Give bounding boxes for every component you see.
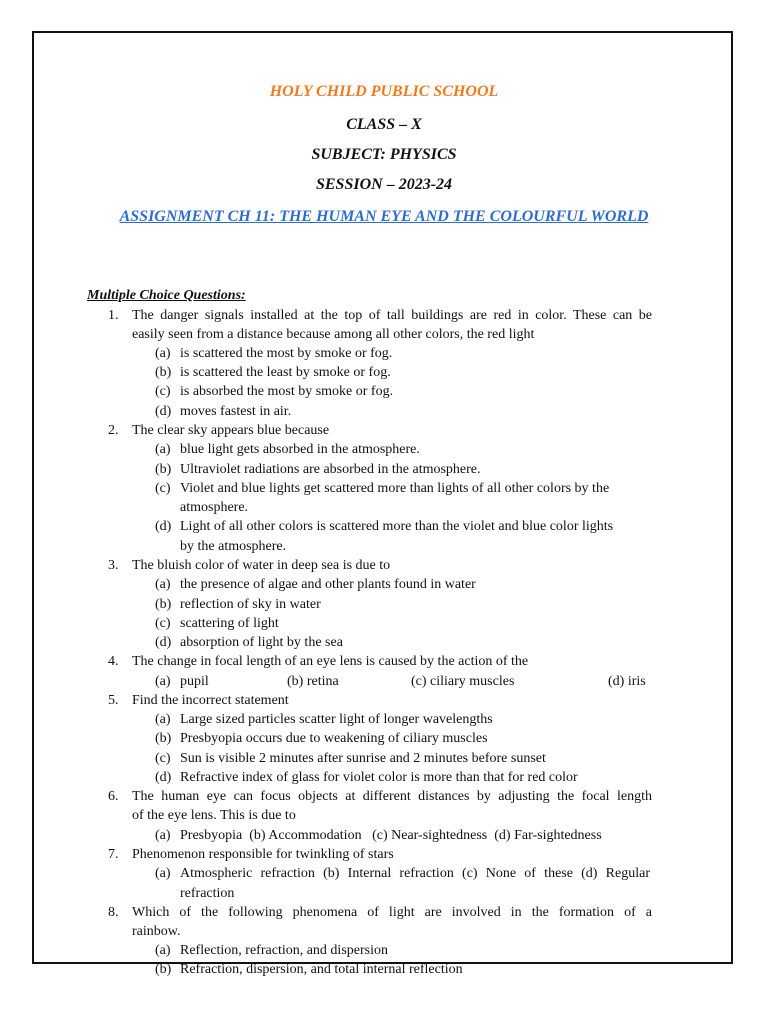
option-text: pupil (180, 674, 209, 689)
option-text: Refraction, dispersion, and total internal reflection (180, 962, 463, 977)
option-label: (a) (155, 577, 171, 592)
option-text: Refractive index of glass for violet color is more than that for red color (180, 770, 578, 785)
option-label: (d) (155, 404, 172, 419)
option-label: (c) (155, 481, 171, 496)
question-text: Which of the following phenomena of light are involved in the formation of a (132, 905, 652, 920)
question-number: 3. (108, 558, 119, 573)
question-text: The human eye can focus objects at different distances by adjusting the focal length (132, 789, 652, 804)
question-text: Find the incorrect statement (132, 693, 289, 708)
question-text: of the eye lens. This is due to (132, 808, 296, 823)
option-label: (d) (155, 519, 172, 534)
option-text: (d) iris (608, 674, 646, 689)
option-text: Presbyopia (b) Accommodation (c) Near-sightedness (d) Far-sightedness (180, 828, 602, 843)
school-name: HOLY CHILD PUBLIC SCHOOL (269, 83, 499, 100)
option-label: (a) (155, 712, 171, 727)
option-label: (b) (155, 597, 172, 612)
option-text: Atmospheric refraction (b) Internal refraction (c) None of these (d) Regular (180, 866, 650, 881)
option-text: Light of all other colors is scattered more than the violet and blue color lights (180, 519, 614, 534)
assignment-title: ASSIGNMENT CH 11: THE HUMAN EYE AND THE COLOURFUL WORLD (119, 208, 649, 225)
question-text: The change in focal length of an eye lens is caused by the action of the (132, 654, 529, 669)
option-label: (a) (155, 442, 171, 457)
option-text: is scattered the least by smoke or fog. (180, 365, 391, 380)
question-number: 1. (108, 308, 119, 323)
option-text: absorption of light by the sea (180, 635, 343, 650)
option-text: Sun is visible 2 minutes after sunrise and 2 minutes before sunset (180, 751, 546, 766)
question-text: The clear sky appears blue because (132, 423, 330, 438)
option-text: (b) retina (287, 674, 339, 689)
option-text: Reflection, refraction, and dispersion (180, 943, 388, 958)
option-label: (c) (155, 616, 171, 631)
question-number: 4. (108, 654, 119, 669)
question-number: 2. (108, 423, 119, 438)
question-text: The bluish color of water in deep sea is due to (132, 558, 391, 573)
option-label: (c) (155, 751, 171, 766)
option-text: is scattered the most by smoke or fog. (180, 346, 393, 361)
option-text: refraction (180, 886, 235, 901)
option-label: (b) (155, 462, 172, 477)
question-number: 5. (108, 693, 119, 708)
option-text: (c) ciliary muscles (411, 674, 515, 689)
option-text: the presence of algae and other plants found in water (180, 577, 476, 592)
option-text: Ultraviolet radiations are absorbed in the atmosphere. (180, 462, 481, 477)
option-label: (b) (155, 731, 172, 746)
option-label: (b) (155, 365, 172, 380)
question-text: rainbow. (132, 924, 181, 939)
option-label: (a) (155, 346, 171, 361)
option-label: (d) (155, 635, 172, 650)
option-label: (c) (155, 384, 171, 399)
option-text: scattering of light (180, 616, 279, 631)
option-text: atmosphere. (180, 500, 249, 515)
option-text: Violet and blue lights get scattered more than lights of all other colors by the (180, 481, 610, 496)
option-label: (a) (155, 674, 171, 689)
option-label: (a) (155, 866, 171, 881)
question-text: easily seen from a distance because among all other colors, the red light (132, 327, 535, 342)
section-title: Multiple Choice Questions: (87, 288, 246, 303)
option-label: (b) (155, 962, 172, 977)
subject-heading: SUBJECT: PHYSICS (311, 146, 457, 163)
option-text: blue light gets absorbed in the atmosphere. (180, 442, 420, 457)
class-heading: CLASS – X (346, 116, 422, 133)
question-number: 7. (108, 847, 119, 862)
option-label: (d) (155, 770, 172, 785)
option-text: reflection of sky in water (180, 597, 321, 612)
option-label: (a) (155, 828, 171, 843)
option-text: Large sized particles scatter light of longer wavelengths (180, 712, 493, 727)
question-text: The danger signals installed at the top of tall buildings are red in color. These can be (132, 308, 652, 323)
option-label: (a) (155, 943, 171, 958)
option-text: by the atmosphere. (180, 539, 287, 554)
option-text: is absorbed the most by smoke or fog. (180, 384, 394, 399)
session-heading: SESSION – 2023-24 (315, 176, 453, 193)
option-text: Presbyopia occurs due to weakening of ciliary muscles (180, 731, 488, 746)
question-number: 8. (108, 905, 119, 920)
question-number: 6. (108, 789, 119, 804)
option-text: moves fastest in air. (180, 404, 292, 419)
question-text: Phenomenon responsible for twinkling of stars (132, 847, 394, 862)
